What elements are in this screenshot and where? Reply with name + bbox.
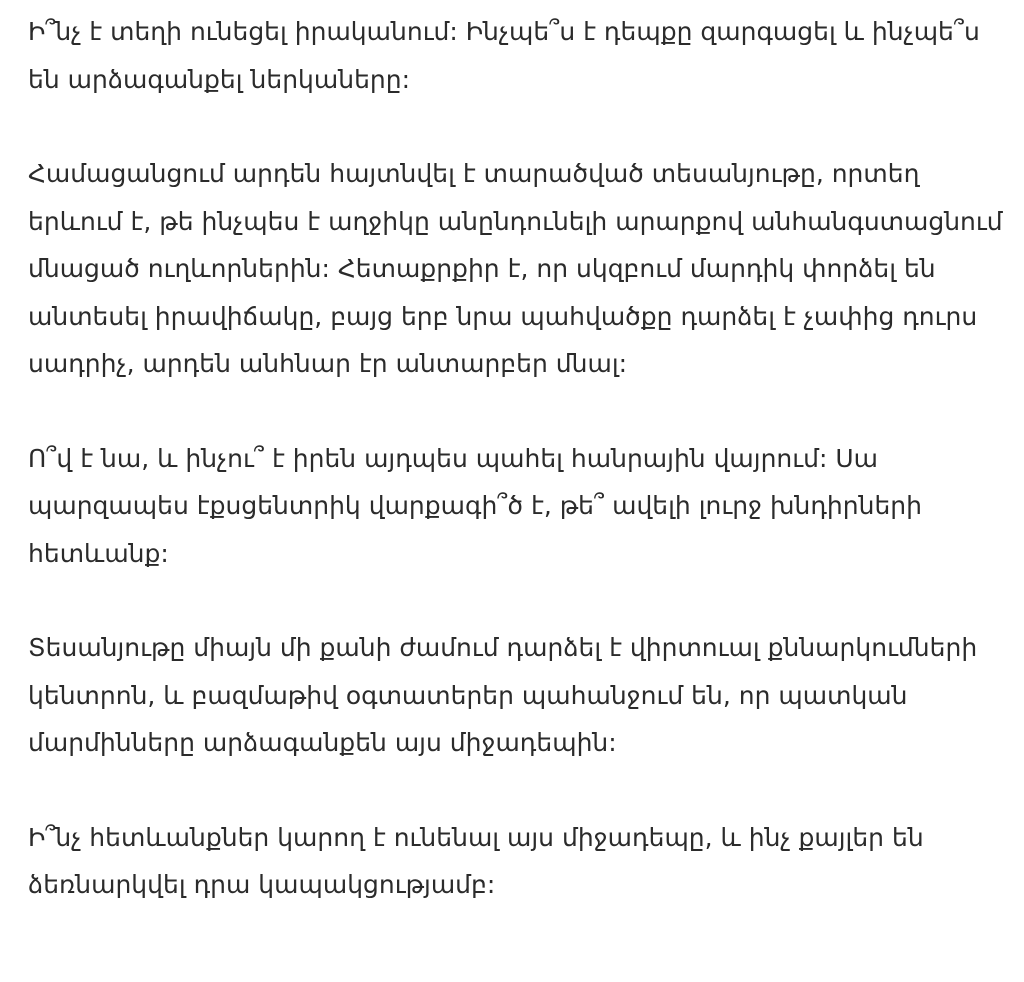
paragraph-online-discussion: Տեսանյութը միայն մի քանի ժամում դարձել է վիրտուալ քննարկումների կենտրոն, և բազմաթիվ օգտատերեր պահանջում են, որ պատկան մարմինները արձագանքեն այս միջադեպին: [28,633,978,757]
paragraph-what-happened: Ի՞նչ է տեղի ունեցել իրականում: Ինչպե՞ս է դեպքը զարգացել և ինչպե՞ս են արձագանքել ներկաները: [28,17,980,94]
paragraph-consequences: Ի՞նչ հետևանքներ կարող է ունենալ այս միջադեպը, և ինչ քայլեր են ձեռնարկվել դրա կապակցությամբ: [28,822,924,899]
paragraph-video-description: Համացանցում արդեն հայտնվել է տարածված տեսանյութը, որտեղ երևում է, թե ինչպես է աղջիկը անընդունելի արարքով անհանգստացնում մնացած ուղևորներին: Հետաքրքիր է, որ սկզբում մարդիկ փորձել են անտեսել իրավիճակը, բայց երբ նրա պահվածքը դարձել է չափից դուրս սադրիչ, արդեն անհնար էր անտարբեր մնալ: [28,159,1003,378]
article-body [28,8,1008,909]
paragraph-who-is-she: Ո՞վ է նա, և ինչու՞ է իրեն այդպես պահել հանրային վայրում: Սա պարզապես էքսցենտրիկ վարքագի՞ծ է, թե՞ ավելի լուրջ խնդիրների հետևանք: [28,443,922,568]
